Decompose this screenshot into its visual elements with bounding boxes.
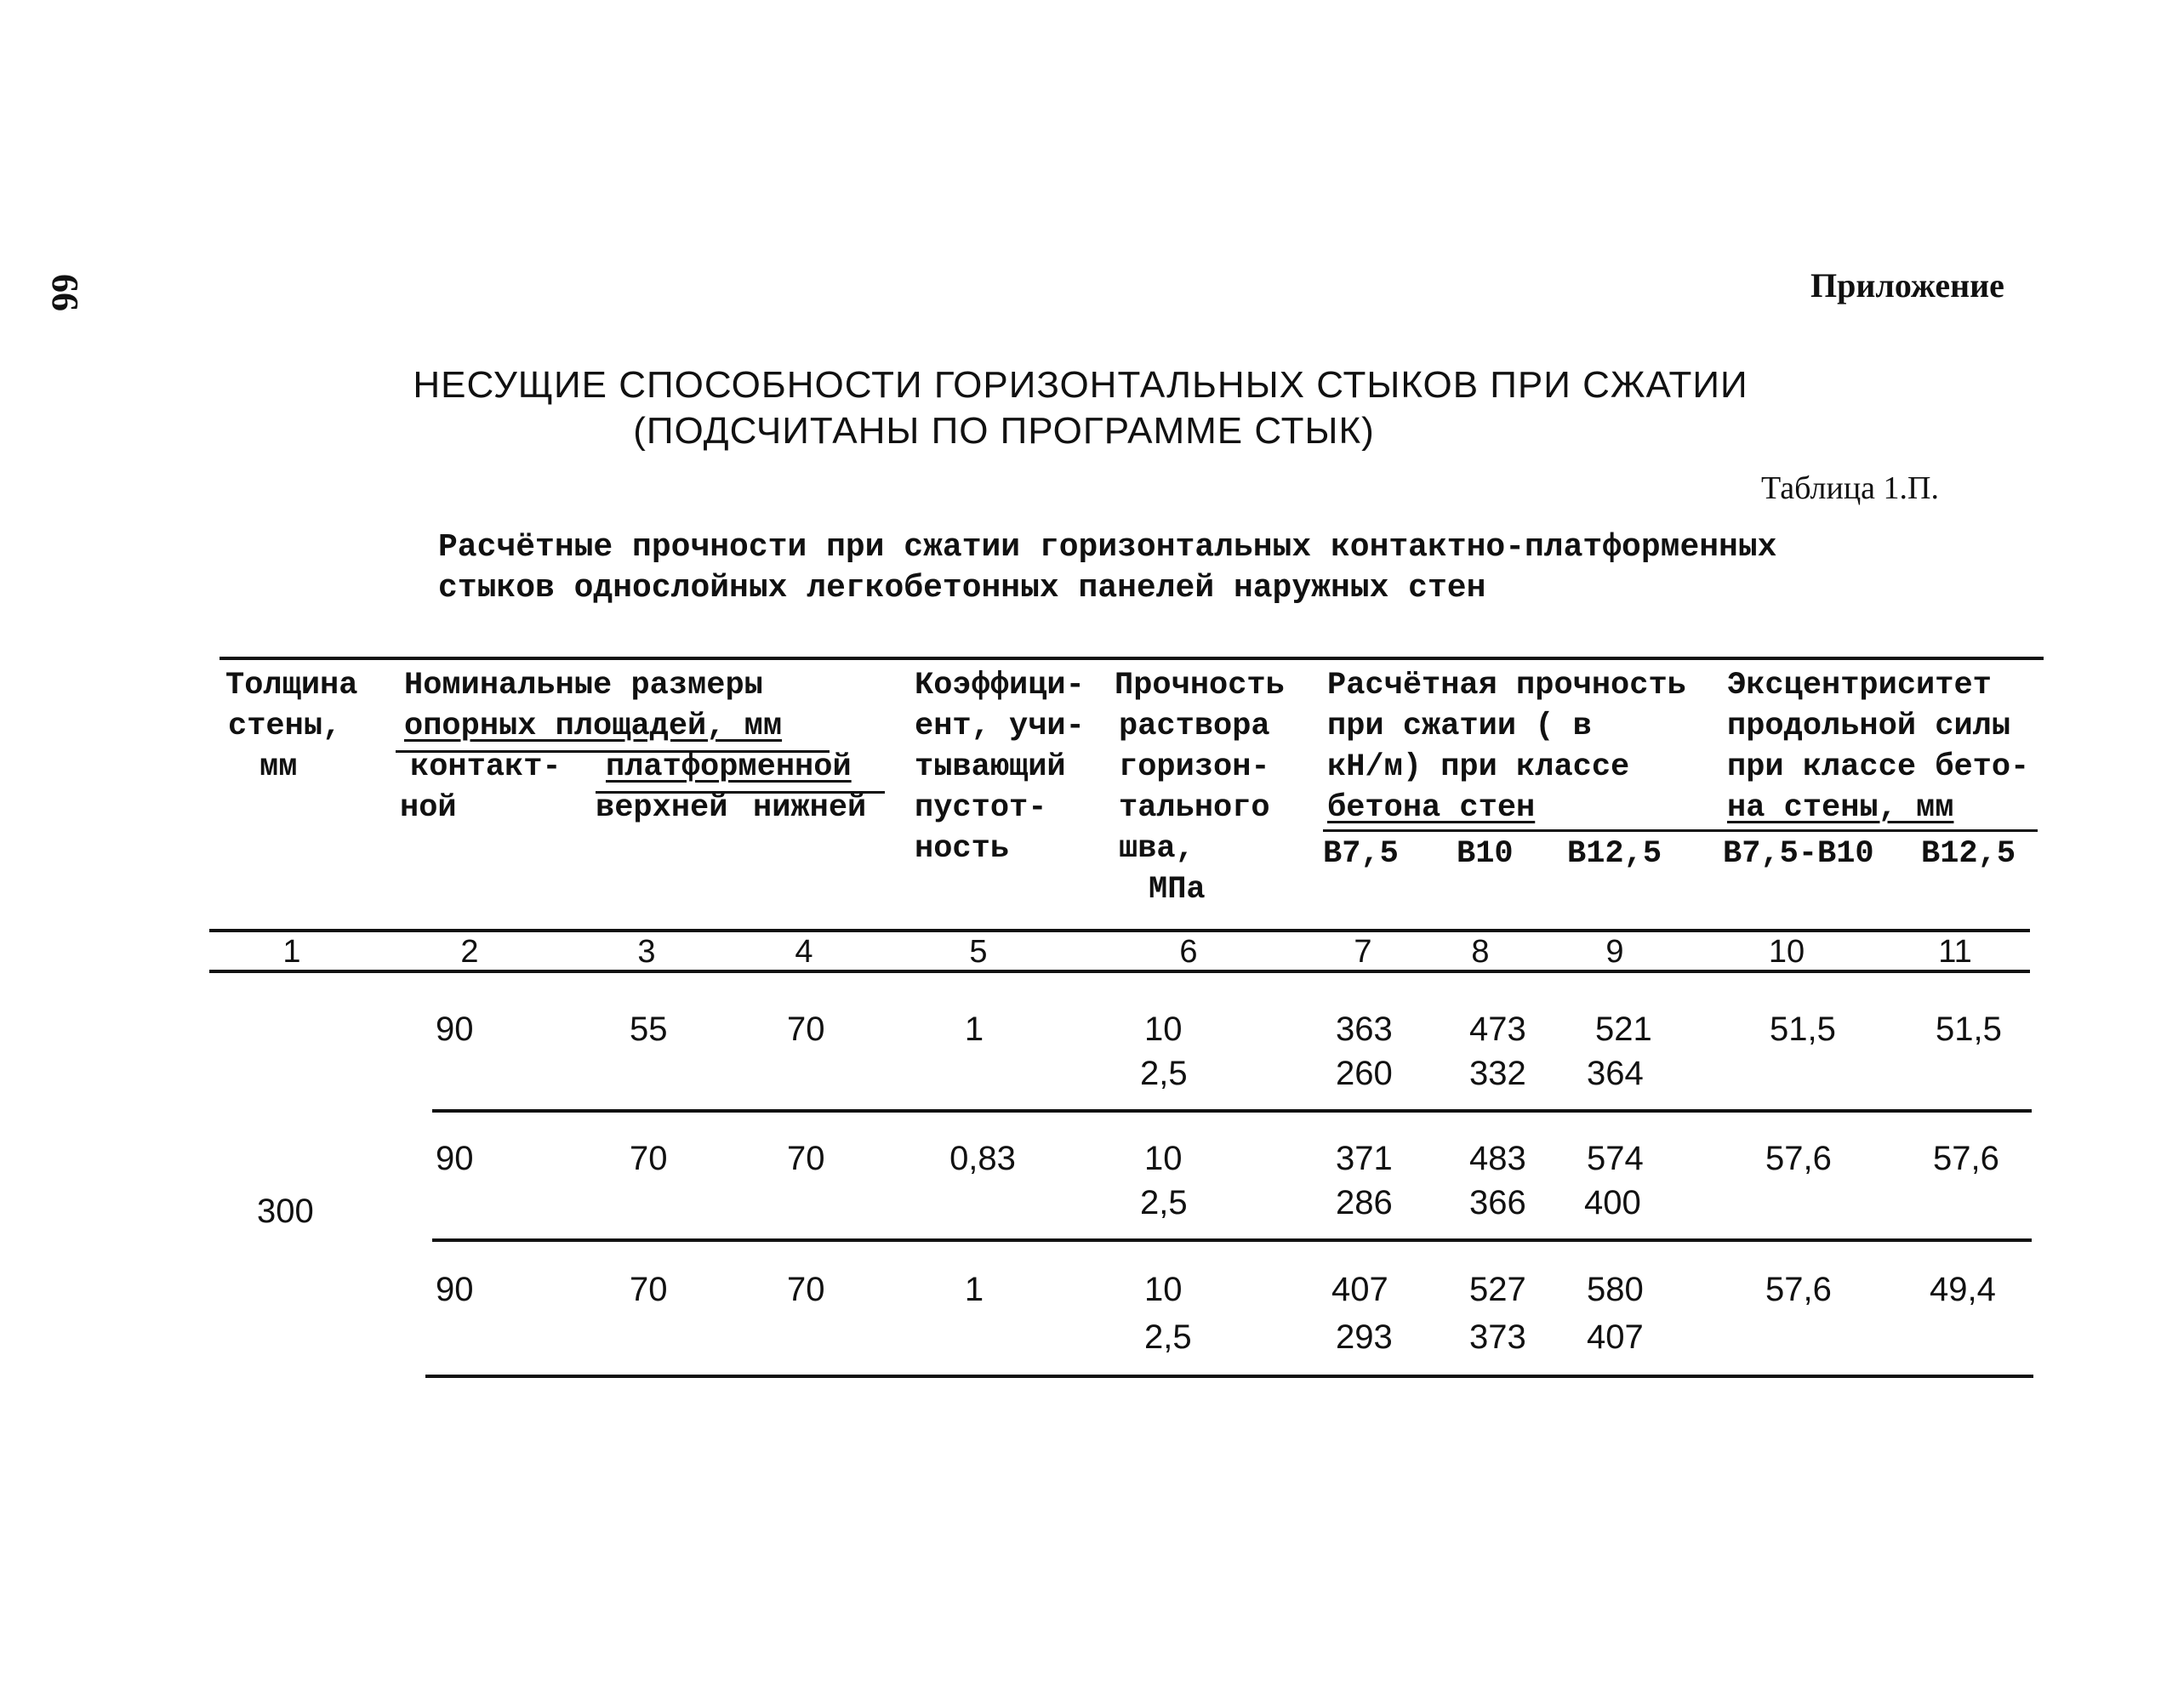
table-row-1-mortar-2: 2,5 — [1140, 1055, 1188, 1092]
table-row-1-b125-2: 364 — [1587, 1055, 1644, 1092]
caption-line-2: стыков однослойных легкобетонных панелей наружных стен — [438, 570, 1486, 606]
table-row-2-ecc-b75-b10: 57,6 — [1765, 1140, 1832, 1177]
header-lower: нижней — [753, 790, 867, 826]
caption-line-1: Расчётные прочности при сжатии горизонтальных контактно-платформенных — [438, 529, 1777, 566]
header-group7-line3: кН/м) при классе — [1327, 749, 1630, 785]
table-row-3-b10-2: 373 — [1469, 1318, 1526, 1356]
appendix-label: Приложение — [1810, 266, 2004, 305]
header-col5-line5: ность — [915, 831, 1010, 867]
table-row-1-b75-2: 260 — [1336, 1055, 1393, 1092]
table-row-2-b125-2: 400 — [1584, 1184, 1641, 1221]
header-group7-line4: бетона стен — [1327, 790, 1536, 826]
header-col6-line1: Прочность — [1115, 668, 1285, 703]
header-col1-line1: Толщина — [225, 668, 358, 703]
table-row-3-contact: 90 — [436, 1271, 474, 1308]
table-row-1-b75-1: 363 — [1336, 1011, 1393, 1048]
table-row-2-b125-1: 574 — [1587, 1140, 1644, 1177]
header-upper: верхней — [596, 790, 728, 826]
table-row-1-b10-2: 332 — [1469, 1055, 1526, 1092]
table-row-2-b10-1: 483 — [1469, 1140, 1526, 1177]
column-number-9: 9 — [1605, 934, 1624, 970]
group-subheader-rule — [1323, 829, 2038, 832]
table-row-2-b10-2: 366 — [1469, 1184, 1526, 1221]
header-group2-line2: опорных площадей, мм — [404, 709, 783, 744]
header-group10-line1: Эксцентриситет — [1727, 668, 1992, 703]
header-contact-line2: ной — [400, 790, 457, 826]
table-row-1-mortar-1: 10 — [1144, 1011, 1183, 1048]
header-col7: В7,5 — [1323, 836, 1399, 872]
row-2-rule — [432, 1238, 2032, 1242]
column-number-11: 11 — [1938, 934, 1972, 970]
table-row-1-ecc-b75-b10: 51,5 — [1770, 1011, 1836, 1048]
table-row-1-b125-1: 521 — [1595, 1011, 1652, 1048]
header-group10-line3: при классе бето- — [1727, 749, 2030, 785]
table-row-3-coef: 1 — [964, 1271, 984, 1308]
table-row-1-ecc-b125: 51,5 — [1936, 1011, 2002, 1048]
header-col6-line2: раствора — [1119, 709, 1270, 744]
table-row-3-b125-1: 580 — [1587, 1271, 1644, 1308]
column-number-1: 1 — [282, 934, 301, 970]
title-line-1: НЕСУЩИЕ СПОСОБНОСТИ ГОРИЗОНТАЛЬНЫХ СТЫКОВ ПРИ СЖАТИИ — [413, 364, 1748, 406]
table-row-3-b10-1: 527 — [1469, 1271, 1526, 1308]
header-bottom-rule — [209, 929, 2030, 932]
table-row-3-upper: 70 — [630, 1271, 668, 1308]
header-col8: В10 — [1457, 836, 1514, 872]
header-col6-line5: шва, — [1119, 831, 1195, 867]
table-row-3-b75-1: 407 — [1331, 1271, 1388, 1308]
table-row-1-lower: 70 — [787, 1011, 825, 1048]
column-number-10: 10 — [1768, 934, 1805, 970]
header-col5-line4: пустот- — [915, 790, 1047, 826]
table-row-1-contact: 90 — [436, 1011, 474, 1048]
column-number-3: 3 — [637, 934, 656, 970]
header-col5-line1: Коэффици- — [915, 668, 1085, 703]
column-number-5: 5 — [969, 934, 988, 970]
header-platform: платформенной — [606, 749, 852, 785]
table-row-3-lower: 70 — [787, 1271, 825, 1308]
header-col6-line4: тального — [1119, 790, 1270, 826]
page-number: 66 — [44, 274, 86, 311]
title-line-2: (ПОДСЧИТАНЫ ПО ПРОГРАММЕ СТЫК) — [633, 410, 1375, 452]
table-top-rule — [220, 657, 2044, 660]
table-row-3-b75-2: 293 — [1336, 1318, 1393, 1356]
header-group7-line2: при сжатии ( в — [1327, 709, 1592, 744]
table-row-2-mortar-2: 2,5 — [1140, 1184, 1188, 1221]
header-col1-line2: стены, — [228, 709, 342, 744]
table-row-3-ecc-b75-b10: 57,6 — [1765, 1271, 1832, 1308]
column-number-6: 6 — [1179, 934, 1198, 970]
header-col6-line6: МПа — [1149, 872, 1206, 908]
table-row-2-coef: 0,83 — [949, 1140, 1016, 1177]
header-group10-line4: на стены, мм — [1727, 790, 1954, 826]
table-row-1-coef: 1 — [964, 1011, 984, 1048]
header-contact-line1: контакт- — [410, 749, 562, 785]
header-col10: В7,5-В10 — [1723, 836, 1874, 872]
header-col5-line3: тывающий — [915, 749, 1066, 785]
row-1-rule — [432, 1109, 2032, 1113]
table-row-2-contact: 90 — [436, 1140, 474, 1177]
table-row-3-b125-2: 407 — [1587, 1318, 1644, 1356]
table-row-1-upper: 55 — [630, 1011, 668, 1048]
header-col11: В12,5 — [1921, 836, 2016, 872]
column-number-8: 8 — [1471, 934, 1490, 970]
table-row-3-mortar-1: 10 — [1144, 1271, 1183, 1308]
column-number-2: 2 — [460, 934, 479, 970]
table-row-1-b10-1: 473 — [1469, 1011, 1526, 1048]
table-number: Таблица 1.П. — [1761, 470, 1939, 506]
column-number-4: 4 — [795, 934, 813, 970]
header-group10-line2: продольной силы — [1727, 709, 2011, 744]
table-row-2-b75-2: 286 — [1336, 1184, 1393, 1221]
header-col5-line2: ент, учи- — [915, 709, 1085, 744]
header-group2-line1: Номинальные размеры — [404, 668, 763, 703]
table-row-2-lower: 70 — [787, 1140, 825, 1177]
column-number-7: 7 — [1354, 934, 1372, 970]
table-row-3-mortar-2: 2,5 — [1144, 1318, 1192, 1356]
table-row-3-ecc-b125: 49,4 — [1930, 1271, 1996, 1308]
table-bottom-rule — [425, 1375, 2033, 1378]
table-row-2-b75-1: 371 — [1336, 1140, 1393, 1177]
wall-thickness-value: 300 — [257, 1193, 314, 1230]
header-col9: В12,5 — [1567, 836, 1662, 872]
header-col6-line3: горизон- — [1119, 749, 1270, 785]
table-row-2-upper: 70 — [630, 1140, 668, 1177]
header-group7-line1: Расчётная прочность — [1327, 668, 1686, 703]
header-col1-line3: мм — [259, 749, 298, 785]
table-row-2-mortar-1: 10 — [1144, 1140, 1183, 1177]
table-row-2-ecc-b125: 57,6 — [1933, 1140, 1999, 1177]
